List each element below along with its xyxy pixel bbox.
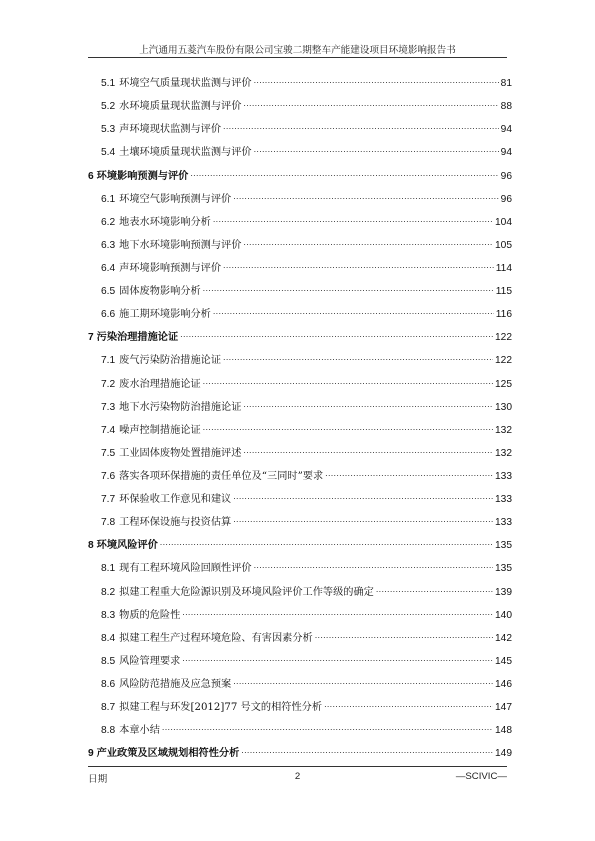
toc-section-entry[interactable] <box>88 604 512 627</box>
toc-entry-page: 116 <box>495 309 512 321</box>
page-number: 2 <box>294 771 301 782</box>
toc-entry-page: 130 <box>495 401 512 413</box>
toc-section-entry[interactable] <box>88 580 512 603</box>
toc-entry-number: 7.8 <box>101 517 116 529</box>
toc-leader-dots <box>243 234 493 254</box>
toc-entry-title: 落实各项环保措施的责任单位及“三同时”要求 <box>119 470 324 482</box>
toc-entry-number: 8.3 <box>101 609 116 621</box>
toc-section-entry[interactable] <box>88 396 512 419</box>
toc-section-entry[interactable] <box>88 234 512 257</box>
toc-entry-title: 环境影响预测与评价 <box>96 169 189 182</box>
toc-leader-dots <box>223 349 493 369</box>
toc-entry-page: 142 <box>495 632 512 644</box>
toc-leader-dots <box>315 627 493 647</box>
toc-entry-title: 固体废物影响分析 <box>119 286 201 298</box>
toc-entry-title: 土壤环境质量现状监测与评价 <box>119 147 252 159</box>
toc-section-entry[interactable] <box>88 511 512 534</box>
toc-leader-dots <box>180 326 493 346</box>
toc-entry-number: 7.1 <box>101 355 116 367</box>
toc-entry-title: 地表水环境影响分析 <box>119 216 211 228</box>
running-footer <box>88 771 507 785</box>
toc-entry-title: 拟建工程生产过程环境危险、有害因素分析 <box>119 632 313 644</box>
toc-entry-title: 水环境质量现状监测与评价 <box>119 101 242 113</box>
toc-leader-dots <box>213 211 493 231</box>
toc-entry-title: 拟建工程与环发[2012]77 号文的相符性分析 <box>119 702 323 714</box>
toc-entry-number: 8.7 <box>101 702 116 714</box>
toc-section-entry[interactable] <box>88 419 512 442</box>
toc-entry-number: 6.6 <box>101 309 116 321</box>
toc-section-entry[interactable] <box>88 488 512 511</box>
toc-section-entry[interactable] <box>88 280 512 303</box>
toc-entry-page: 145 <box>495 655 512 667</box>
toc-entry-title: 环境空气质量现状监测与评价 <box>119 78 252 90</box>
toc-section-entry[interactable] <box>88 673 512 696</box>
toc-entry-title: 地下水污染物防治措施论证 <box>119 401 242 413</box>
toc-leader-dots <box>233 673 493 693</box>
toc-entry-page: 96 <box>500 170 512 182</box>
toc-entry-title: 施工期环境影响分析 <box>119 309 211 321</box>
toc-entry-title: 环境空气影响预测与评价 <box>119 193 232 205</box>
toc-leader-dots <box>223 257 494 277</box>
toc-entry-title: 污染治理措施论证 <box>96 331 179 344</box>
toc-entry-page: 140 <box>495 609 512 621</box>
toc-leader-dots <box>233 488 493 508</box>
toc-entry-number: 8.5 <box>101 655 116 667</box>
toc-leader-dots <box>223 118 499 138</box>
toc-entry-title: 环境风险评价 <box>96 539 158 552</box>
toc-entry-page: 94 <box>500 124 512 136</box>
toc-section-entry[interactable] <box>88 627 512 650</box>
toc-entry-title: 噪声控制措施论证 <box>119 424 201 436</box>
toc-section-entry[interactable] <box>88 95 512 118</box>
toc-entry-title: 物质的危险性 <box>119 609 181 621</box>
toc-entry-number: 6.5 <box>101 286 116 298</box>
toc-leader-dots <box>160 534 493 554</box>
toc-entry-page: 122 <box>495 355 512 367</box>
toc-leader-dots <box>182 604 493 624</box>
toc-entry-title: 风险管理要求 <box>119 655 181 667</box>
toc-entry-number: 8.6 <box>101 678 116 690</box>
toc-leader-dots <box>233 188 498 208</box>
toc-leader-dots <box>254 72 499 92</box>
toc-leader-dots <box>213 303 494 323</box>
toc-entry-number: 8.8 <box>101 725 116 737</box>
toc-entry-number: 6.3 <box>101 239 116 251</box>
toc-entry-title: 废水治理措施论证 <box>119 378 201 390</box>
footer-rule <box>88 766 507 767</box>
toc-entry-page: 132 <box>495 424 512 436</box>
toc-entry-page: 115 <box>495 286 512 298</box>
toc-leader-dots <box>203 419 493 439</box>
toc-section-entry[interactable] <box>88 696 512 719</box>
toc-entry-number: 6.2 <box>101 216 116 228</box>
toc-entry-number: 6 <box>88 170 94 182</box>
toc-entry-title: 声环境现状监测与评价 <box>119 124 222 136</box>
toc-entry-page: 146 <box>495 678 512 690</box>
toc-entry-page: 135 <box>495 563 512 575</box>
toc-leader-dots <box>241 742 493 762</box>
table-of-contents <box>88 72 512 765</box>
footer-org: —SCIVIC— <box>455 771 507 782</box>
toc-entry-number: 8.4 <box>101 632 116 644</box>
toc-entry-page: 133 <box>495 517 512 529</box>
toc-entry-number: 5.3 <box>101 124 116 136</box>
toc-leader-dots <box>324 696 493 716</box>
toc-leader-dots <box>162 719 493 739</box>
toc-chapter-entry[interactable] <box>88 742 512 765</box>
toc-leader-dots <box>254 141 499 161</box>
toc-leader-dots <box>376 580 493 600</box>
toc-entry-page: 135 <box>495 540 512 552</box>
toc-section-entry[interactable] <box>88 465 512 488</box>
toc-section-entry[interactable] <box>88 719 512 742</box>
toc-chapter-entry[interactable] <box>88 164 512 187</box>
toc-entry-number: 8.1 <box>101 563 116 575</box>
toc-entry-number: 7.3 <box>101 401 116 413</box>
toc-entry-title: 现有工程环境风险回顾性评价 <box>119 563 252 575</box>
toc-entry-title: 产业政策及区域规划相符性分析 <box>96 747 240 760</box>
toc-entry-page: 122 <box>495 332 512 344</box>
toc-chapter-entry[interactable] <box>88 326 512 349</box>
toc-entry-number: 7.5 <box>101 447 116 459</box>
toc-leader-dots <box>182 650 493 670</box>
toc-entry-page: 147 <box>495 702 512 714</box>
running-header: 上汽通用五菱汽车股份有限公司宝骏二期整车产能建设项目环境影响报告书 <box>139 45 456 56</box>
toc-entry-title: 拟建工程重大危险源识别及环境风险评价工作等级的确定 <box>119 586 374 598</box>
toc-entry-title: 环保验收工作意见和建议 <box>119 494 232 506</box>
toc-entry-number: 5.4 <box>101 147 116 159</box>
toc-section-entry[interactable] <box>88 257 512 280</box>
toc-entry-number: 5.2 <box>101 101 116 113</box>
toc-entry-page: 149 <box>495 748 512 760</box>
toc-section-entry[interactable] <box>88 349 512 372</box>
toc-entry-number: 8.2 <box>101 586 116 598</box>
toc-entry-page: 114 <box>495 262 512 274</box>
toc-section-entry[interactable] <box>88 557 512 580</box>
toc-entry-page: 133 <box>495 494 512 506</box>
toc-entry-number: 6.4 <box>101 262 116 274</box>
toc-leader-dots <box>243 95 498 115</box>
toc-chapter-entry[interactable] <box>88 534 512 557</box>
toc-section-entry[interactable] <box>88 118 512 141</box>
toc-leader-dots <box>325 465 493 485</box>
toc-entry-title: 废气污染防治措施论证 <box>119 355 222 367</box>
toc-entry-number: 6.1 <box>101 193 116 205</box>
toc-entry-number: 7 <box>88 332 94 344</box>
toc-entry-title: 声环境影响预测与评价 <box>119 262 222 274</box>
toc-leader-dots <box>254 557 493 577</box>
toc-entry-title: 本章小结 <box>119 725 160 737</box>
toc-entry-number: 5.1 <box>101 78 116 90</box>
toc-entry-number: 7.6 <box>101 470 116 482</box>
toc-entry-page: 139 <box>495 586 512 598</box>
toc-leader-dots <box>190 164 498 184</box>
toc-section-entry[interactable] <box>88 650 512 673</box>
toc-entry-page: 133 <box>495 470 512 482</box>
toc-leader-dots <box>243 396 493 416</box>
toc-entry-number: 9 <box>88 748 94 760</box>
toc-entry-number: 7.4 <box>101 424 116 436</box>
toc-entry-page: 94 <box>500 147 512 159</box>
toc-entry-title: 工程环保设施与投资估算 <box>119 517 232 529</box>
toc-section-entry[interactable] <box>88 442 512 465</box>
toc-leader-dots <box>203 372 493 392</box>
toc-section-entry[interactable] <box>88 188 512 211</box>
toc-entry-page: 88 <box>500 101 512 113</box>
toc-entry-page: 81 <box>500 78 512 90</box>
toc-leader-dots <box>233 511 493 531</box>
toc-section-entry[interactable] <box>88 372 512 395</box>
toc-leader-dots <box>203 280 494 300</box>
toc-entry-page: 125 <box>495 378 512 390</box>
toc-entry-page: 96 <box>500 193 512 205</box>
toc-section-entry[interactable] <box>88 211 512 234</box>
toc-entry-number: 7.2 <box>101 378 116 390</box>
toc-entry-page: 105 <box>495 239 512 251</box>
toc-leader-dots <box>243 442 493 462</box>
toc-entry-page: 104 <box>495 216 512 228</box>
toc-entry-page: 132 <box>495 447 512 459</box>
toc-section-entry[interactable] <box>88 141 512 164</box>
toc-entry-number: 7.7 <box>101 494 116 506</box>
toc-entry-title: 工业固体废物处置措施评述 <box>119 447 242 459</box>
toc-section-entry[interactable] <box>88 303 512 326</box>
toc-entry-number: 8 <box>88 540 94 552</box>
toc-section-entry[interactable] <box>88 72 512 95</box>
header-rule <box>88 57 507 58</box>
toc-entry-title: 地下水环境影响预测与评价 <box>119 239 242 251</box>
footer-date-label: 日期 <box>88 774 108 785</box>
toc-entry-page: 148 <box>495 725 512 737</box>
toc-entry-title: 风险防范措施及应急预案 <box>119 678 232 690</box>
